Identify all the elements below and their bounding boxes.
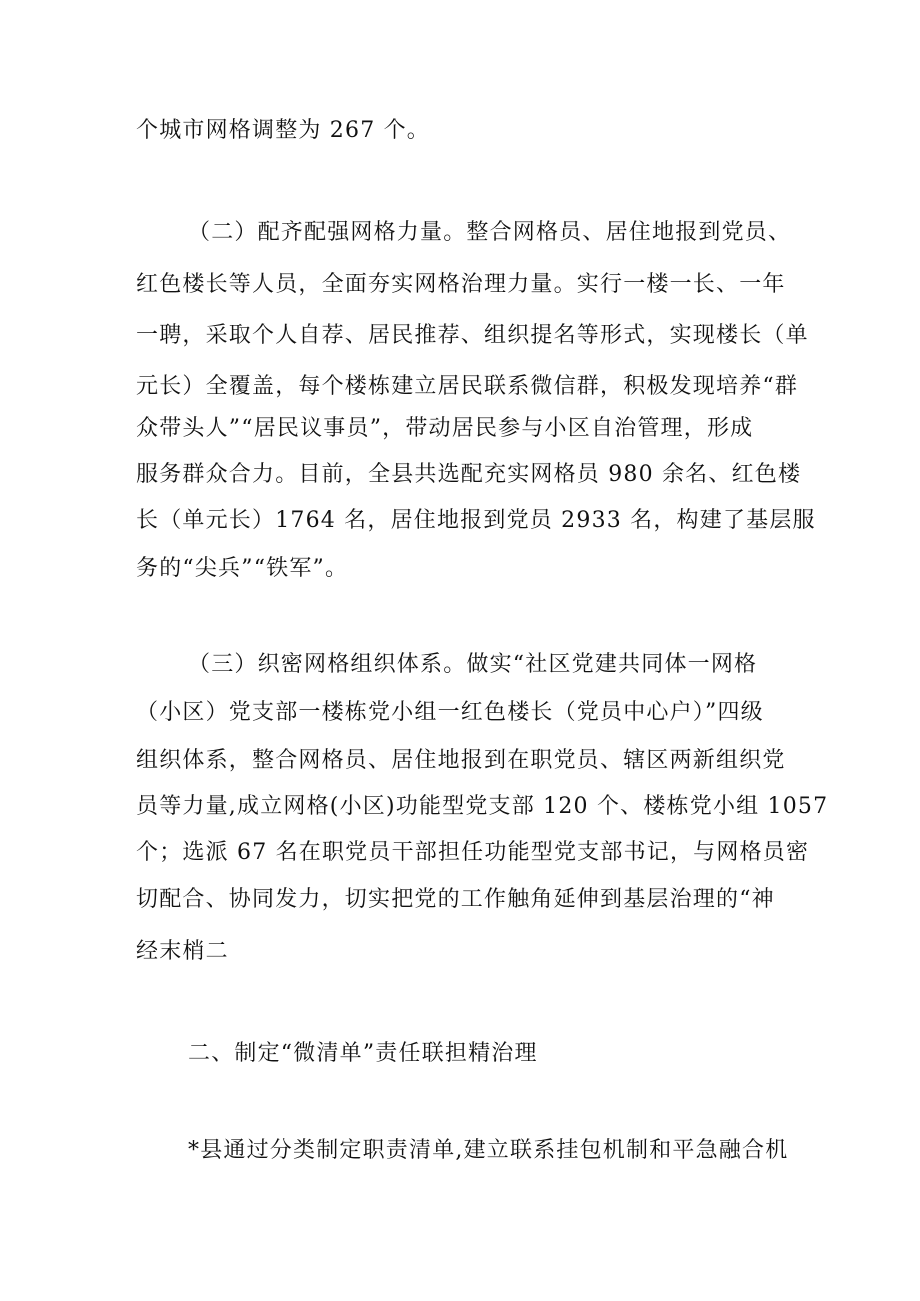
section-heading-2: 二、制定“微清单”责任联担精治理 [188, 1041, 538, 1066]
paragraph-2-line-7: 长（单元长）1764 名，居住地报到党员 2933 名，构建了基层服 [136, 508, 816, 533]
paragraph-3-line-1: （三）织密网格组织体系。做实“社区党建共同体一网格 [188, 652, 758, 677]
paragraph-2-line-1: （二）配齐配强网格力量。整合网格员、居住地报到党员、 [188, 220, 792, 245]
paragraph-2-line-3: 一聘，采取个人自荐、居民推荐、组织提名等形式，实现楼长（单 [136, 323, 809, 348]
paragraph-3-line-3: 组织体系，整合网格员、居住地报到在职党员、辖区两新组织党 [136, 748, 786, 773]
paragraph-3-line-7: 经末梢二 [136, 939, 229, 964]
paragraph-2-line-5: 众带头人”“居民议事员”，带动居民参与小区自治管理，形成 [136, 416, 754, 441]
paragraph-2-line-6: 服务群众合力。目前，全县共选配充实网格员 980 余名、红色楼 [136, 462, 802, 487]
paragraph-1-line-1: 个城市网格调整为 267 个。 [136, 118, 430, 143]
paragraph-2-line-2: 红色楼长等人员，全面夯实网格治理力量。实行一楼一长、一年 [136, 272, 786, 297]
paragraph-4-line-1: *县通过分类制定职责清单,建立联系挂包机制和平急融合机 [188, 1138, 789, 1163]
paragraph-2-line-8: 务的“尖兵”“铁军”。 [136, 556, 349, 581]
paragraph-2-line-4: 元长）全覆盖，每个楼栋建立居民联系微信群，积极发现培养“群 [136, 374, 799, 399]
paragraph-3-line-4: 员等力量,成立网格(小区)功能型党支部 120 个、楼栋党小组 1057 [136, 794, 829, 819]
paragraph-3-line-5: 个；选派 67 名在职党员干部担任功能型党支部书记，与网格员密 [136, 840, 810, 865]
paragraph-3-line-2: （小区）党支部一楼栋党小组一红色楼长（党员中心户）”四级 [136, 700, 764, 725]
paragraph-3-line-6: 切配合、协同发力，切实把党的工作触角延伸到基层治理的“神 [136, 887, 775, 912]
